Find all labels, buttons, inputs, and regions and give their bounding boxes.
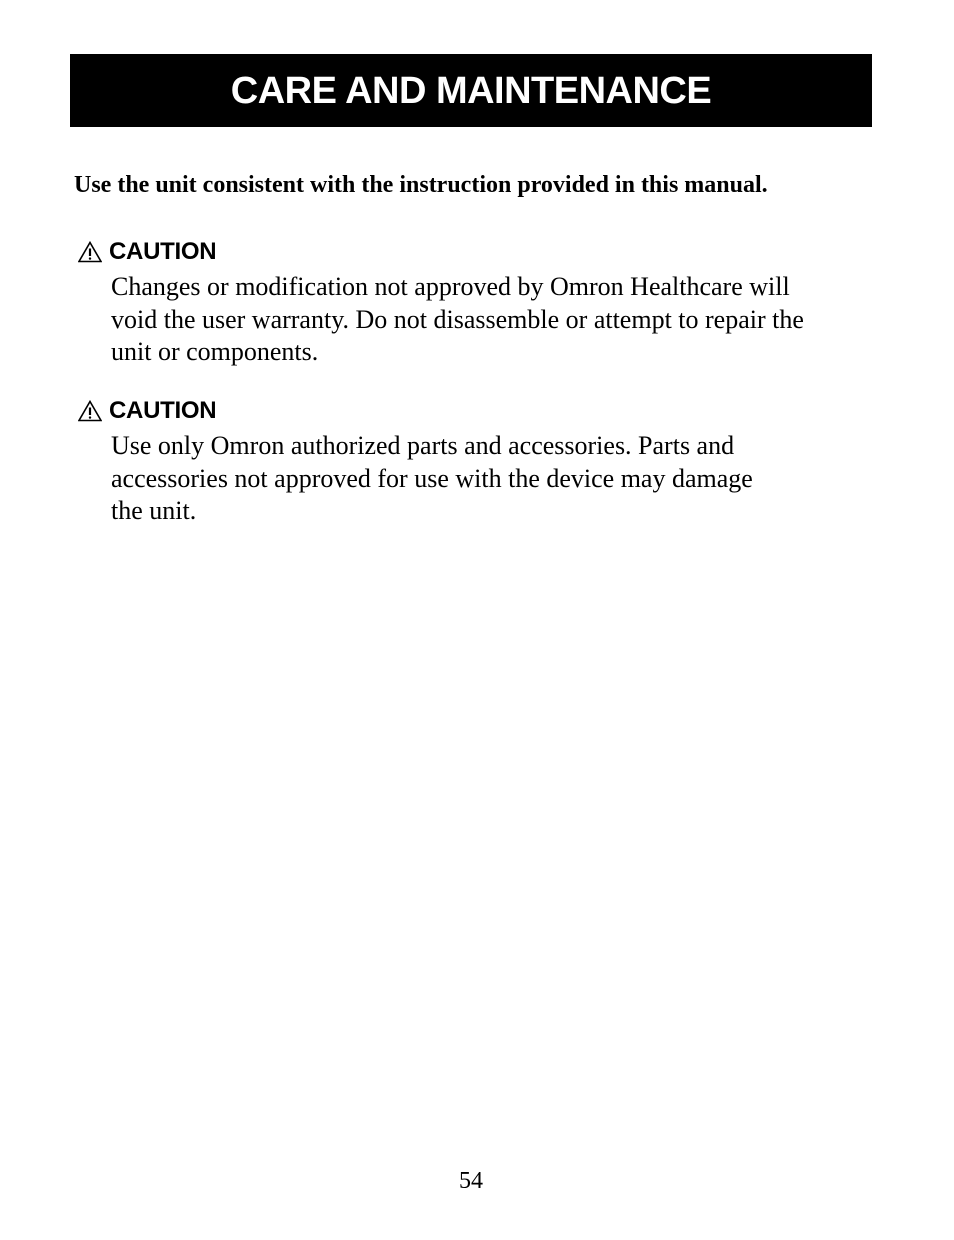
warning-triangle-icon bbox=[78, 400, 102, 422]
caution-text bbox=[111, 271, 858, 369]
intro-statement: Use the unit consistent with the instruction provided in this manual. bbox=[74, 172, 768, 198]
caution-text-line: unit or components. bbox=[111, 337, 319, 366]
caution-text-line: void the user warranty. Do not disassemble or attempt to repair the bbox=[111, 304, 804, 334]
caution-block-2 bbox=[78, 397, 858, 528]
caution-text-line: accessories not approved for use with the device may damage bbox=[111, 463, 753, 493]
caution-heading bbox=[78, 397, 858, 425]
warning-triangle-icon bbox=[78, 241, 102, 263]
section-title-bar bbox=[70, 54, 872, 127]
page-title: CARE AND MAINTENANCE bbox=[230, 69, 712, 112]
caution-text bbox=[111, 430, 858, 528]
caution-text-line: the unit. bbox=[111, 496, 197, 525]
caution-label: CAUTION bbox=[109, 397, 217, 424]
caution-text-line: Use only Omron authorized parts and accessories. Parts and bbox=[111, 431, 735, 460]
caution-label: CAUTION bbox=[109, 238, 217, 265]
caution-text-line: Changes or modification not approved by Omron Healthcare will bbox=[111, 272, 790, 301]
page-number: 54 bbox=[459, 1168, 483, 1194]
caution-heading bbox=[78, 238, 858, 266]
caution-block-1 bbox=[78, 238, 858, 369]
